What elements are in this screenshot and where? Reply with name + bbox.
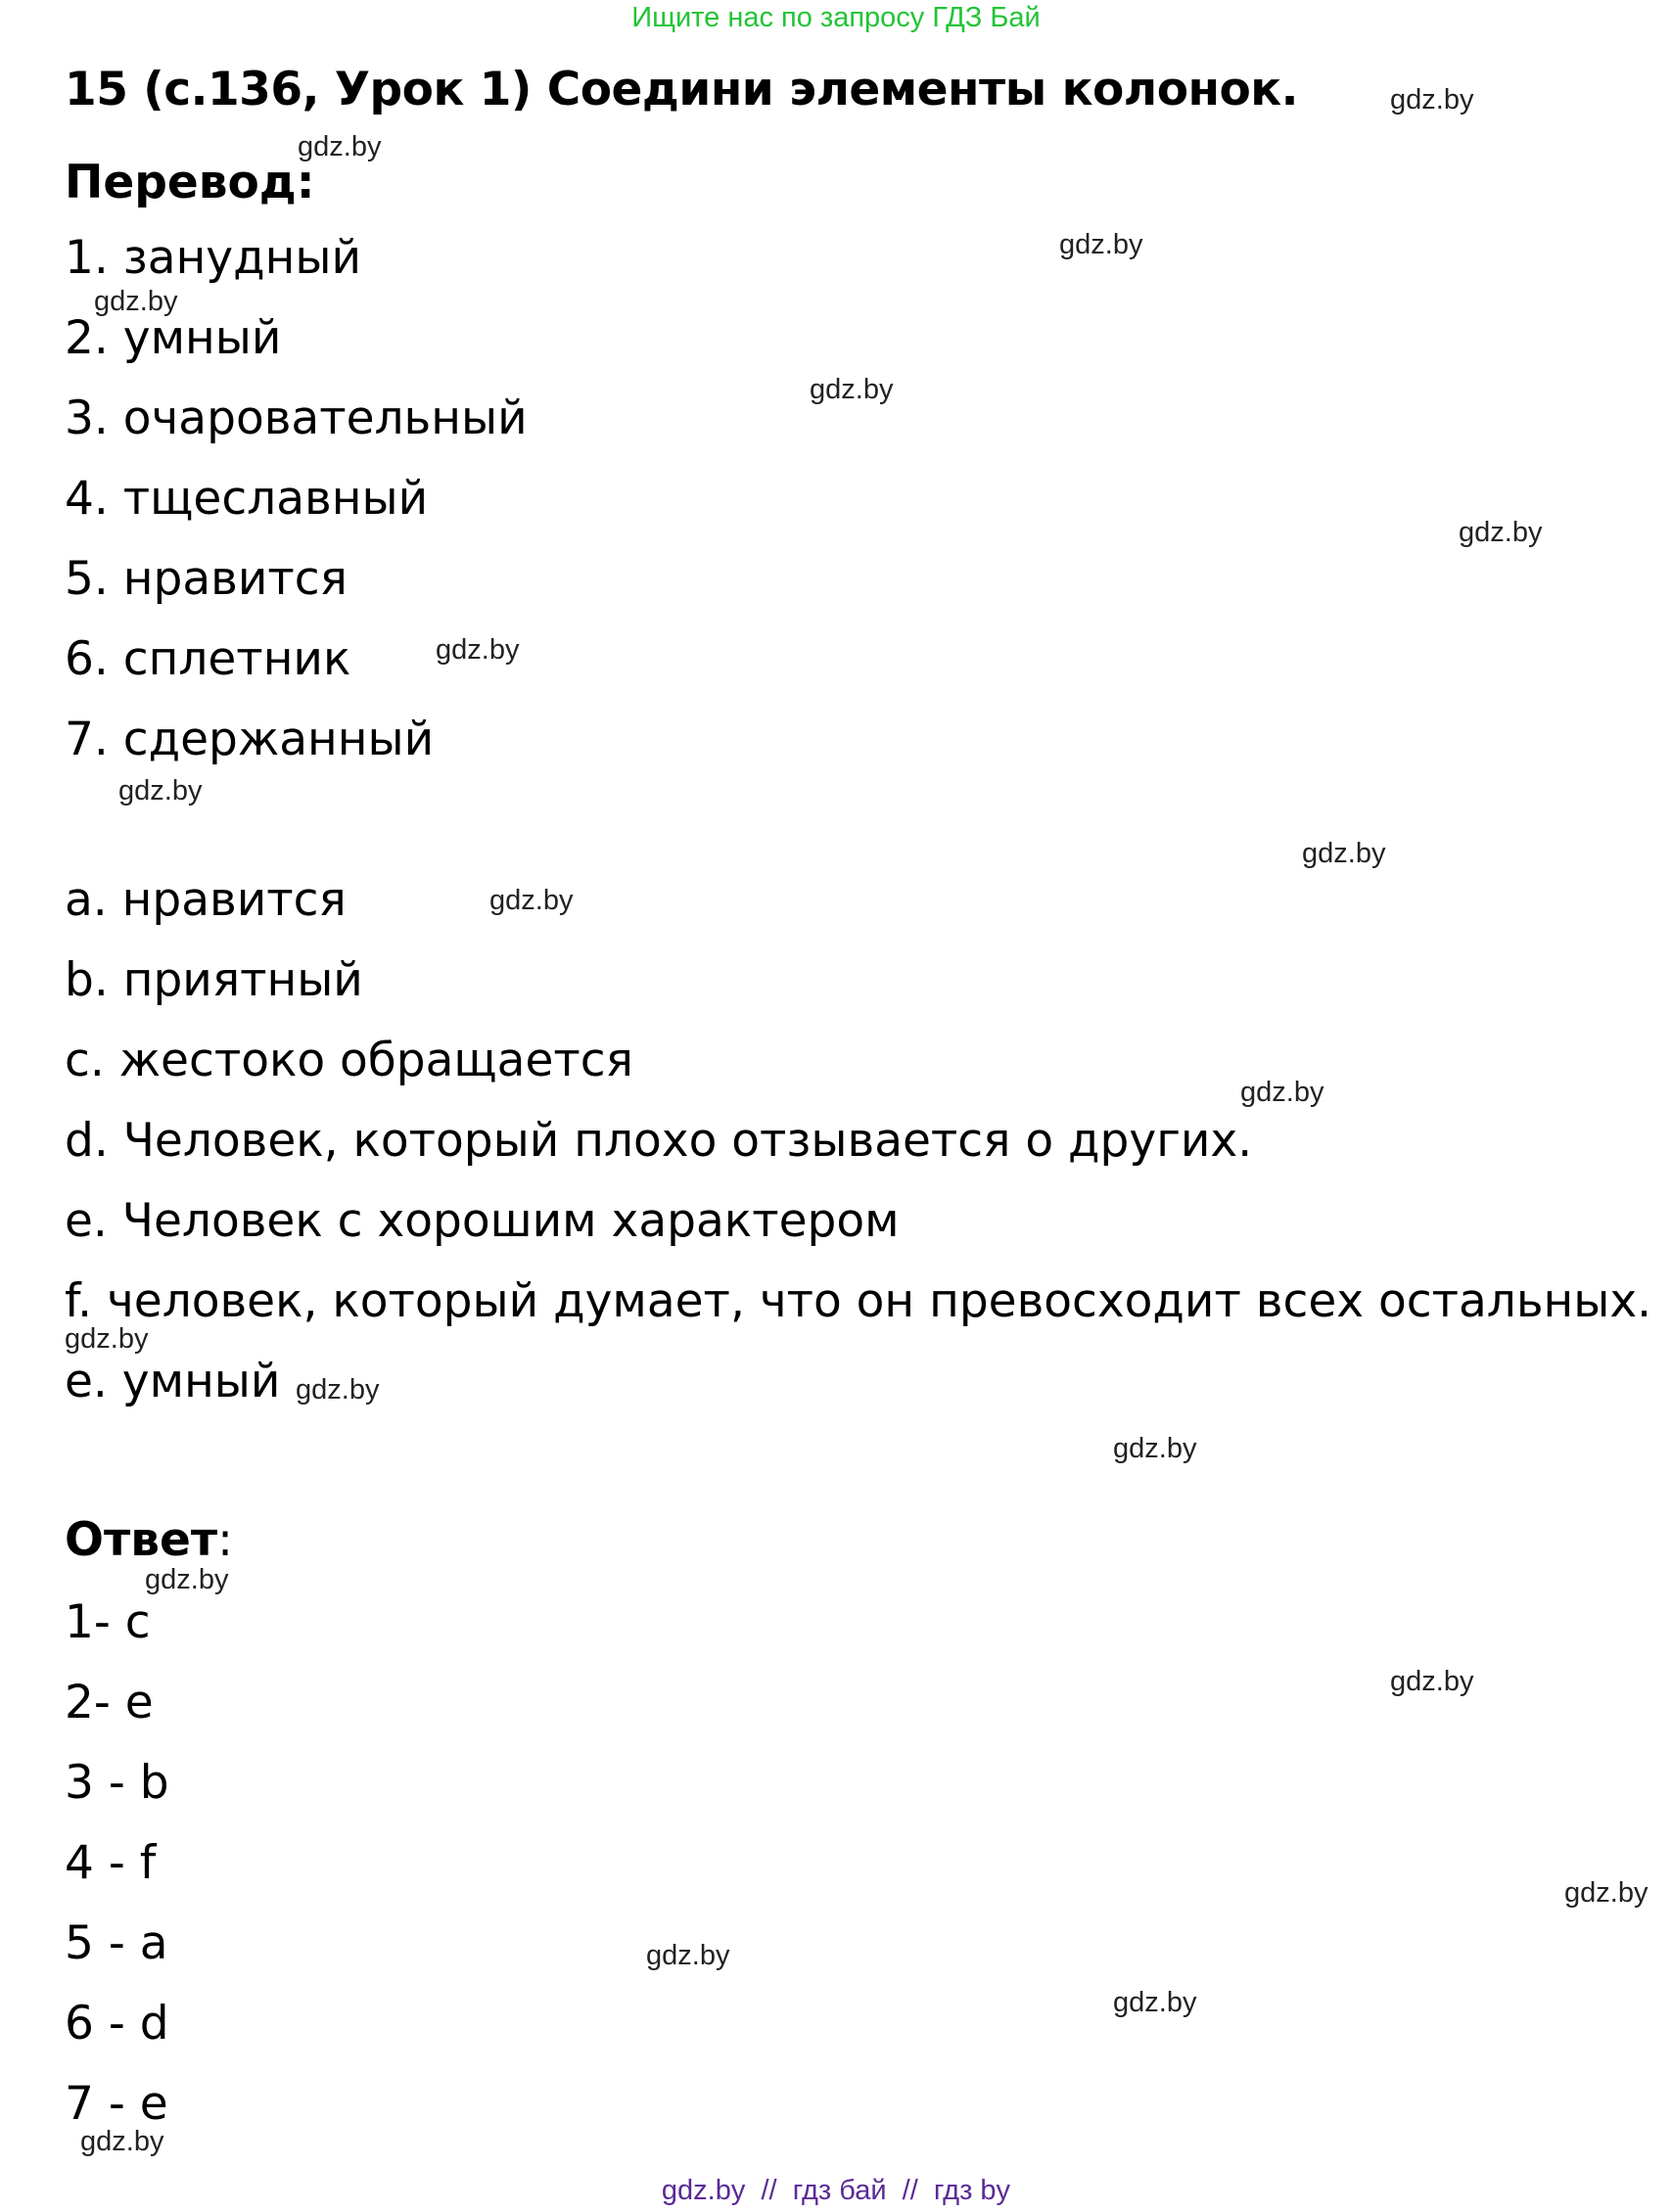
watermark: gdz.by: [810, 374, 894, 405]
list-item: 4. тщеславный: [65, 472, 429, 526]
list-item: e. Человек с хорошим характером: [65, 1194, 900, 1248]
watermark: gdz.by: [118, 775, 203, 806]
watermark: gdz.by: [1459, 517, 1543, 548]
answer-item: 2- e: [65, 1676, 154, 1729]
watermark: gdz.by: [489, 885, 574, 916]
list-item: f. человек, который думает, что он превосходит всех остальных.: [65, 1274, 1652, 1328]
answer-item: 4 - f: [65, 1836, 157, 1890]
watermark: gdz.by: [1240, 1077, 1324, 1108]
translation-heading: Перевод:: [65, 156, 315, 209]
watermark: gdz.by: [436, 634, 520, 666]
list-item: e. умный: [65, 1355, 281, 1408]
list-item: 5. нравится: [65, 552, 348, 606]
watermark: gdz.by: [1390, 84, 1474, 115]
list-item: 1. занудный: [65, 231, 361, 285]
watermark: gdz.by: [298, 131, 382, 162]
watermark: gdz.by: [1390, 1666, 1474, 1697]
answer-heading: [65, 1513, 233, 1567]
answer-item: 7 - e: [65, 2077, 168, 2131]
answer-heading-label: Ответ: [65, 1513, 218, 1567]
watermark: gdz.by: [1564, 1877, 1649, 1909]
answer-item: 6 - d: [65, 1997, 169, 2051]
watermark: gdz.by: [80, 2126, 164, 2157]
watermark: gdz.by: [65, 1323, 149, 1355]
list-item: 6. сплетник: [65, 632, 351, 686]
watermark: gdz.by: [1113, 1987, 1197, 2018]
watermark: gdz.by: [94, 286, 178, 317]
page-title: 15 (с.136, Урок 1) Соедини элементы колонок.: [65, 63, 1299, 116]
list-item: 2. умный: [65, 311, 282, 365]
answer-item: 5 - a: [65, 1916, 168, 1970]
list-item: a. нравится: [65, 873, 347, 927]
top-banner[interactable]: Ищите нас по запросу ГДЗ Бай: [631, 2, 1041, 33]
watermark: gdz.by: [1113, 1433, 1197, 1464]
watermark: gdz.by: [1302, 838, 1386, 869]
list-item: 3. очаровательный: [65, 392, 528, 445]
answer-heading-colon: :: [217, 1513, 233, 1567]
list-item: c. жестоко обращается: [65, 1034, 633, 1087]
watermark: gdz.by: [145, 1564, 229, 1595]
list-item: 7. сдержанный: [65, 713, 435, 766]
list-item: d. Человек, который плохо отзывается о других.: [65, 1114, 1253, 1168]
answer-item: 3 - b: [65, 1756, 169, 1810]
footer-links[interactable]: gdz.by // гдз бай // гдз by: [661, 2175, 1011, 2206]
watermark: gdz.by: [296, 1374, 380, 1406]
watermark: gdz.by: [1059, 229, 1143, 260]
watermark: gdz.by: [646, 1940, 730, 1971]
answer-item: 1- c: [65, 1595, 151, 1649]
list-item: b. приятный: [65, 953, 363, 1007]
